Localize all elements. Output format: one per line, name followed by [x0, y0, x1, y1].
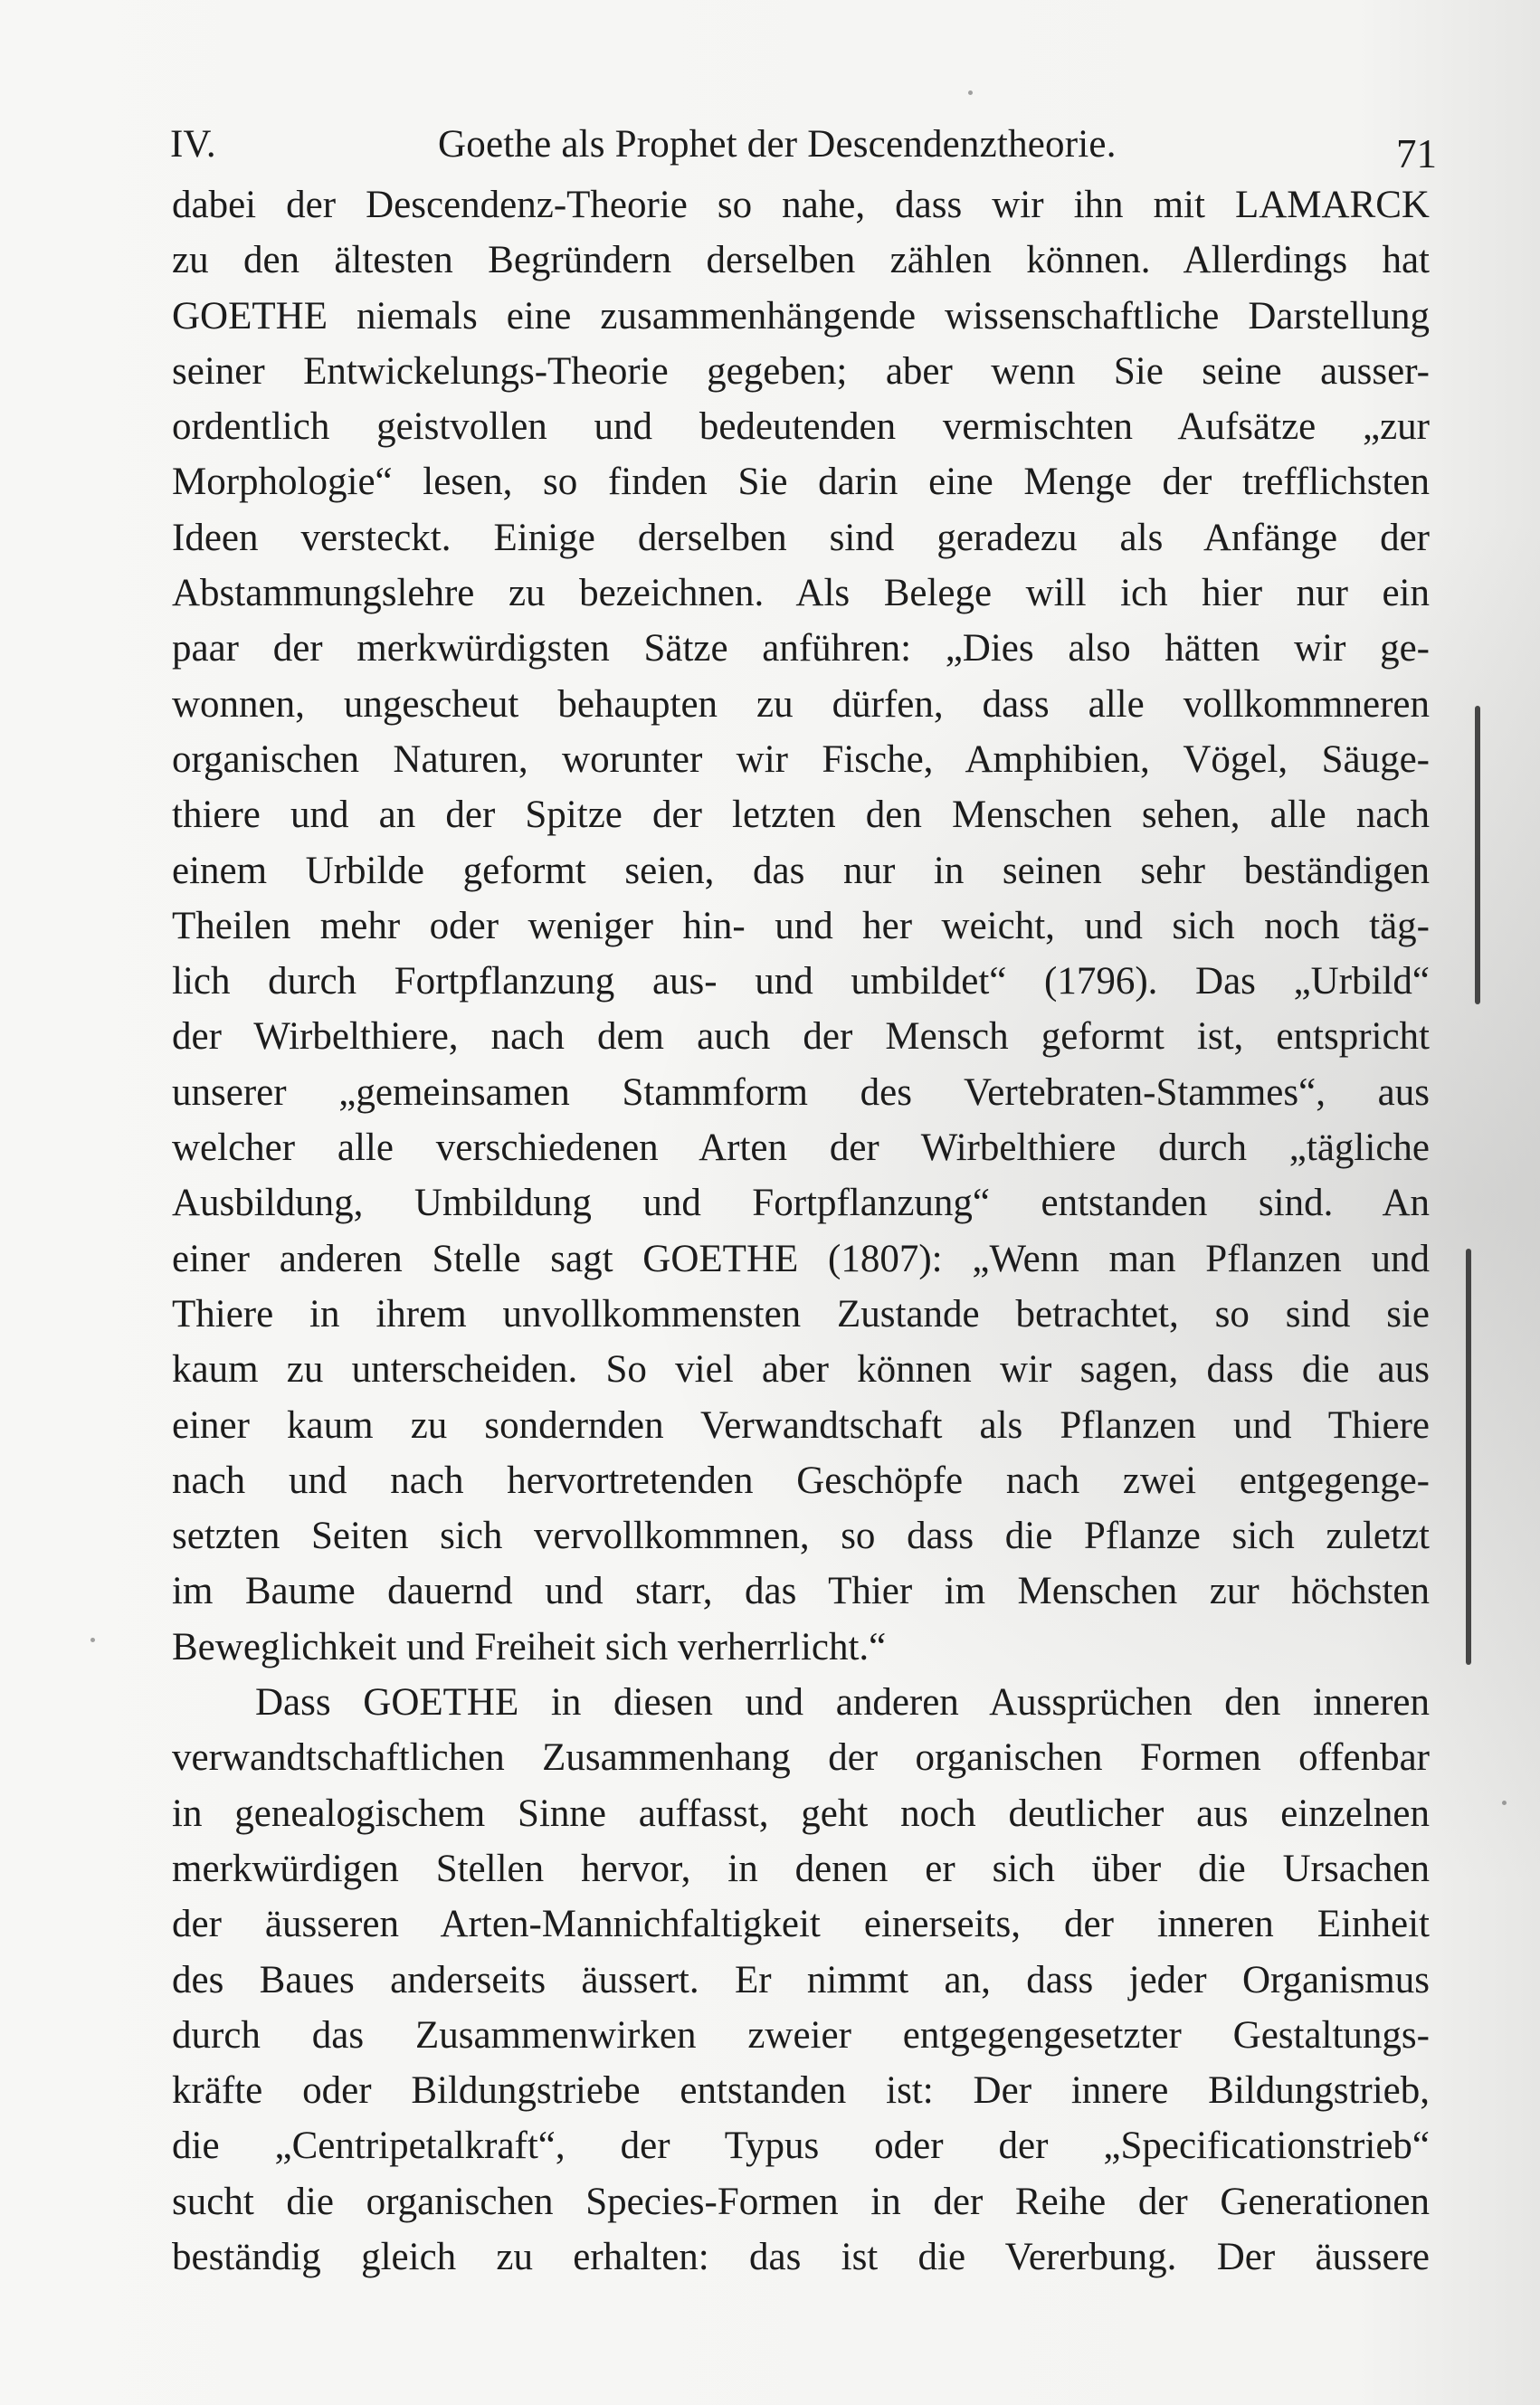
text-line: Theilen mehr oder weniger hin- und her weicht, und sich noch täg- — [172, 904, 1430, 947]
text-line: Ausbildung, Umbildung und Fortpflanzung“ entstanden sind. An — [172, 1182, 1430, 1225]
text-line: Thiere in ihrem unvollkommensten Zustande betrachtet, so sind sie — [172, 1292, 1430, 1336]
text-line: Abstammungslehre zu bezeichnen. Als Belege will ich hier nur ein — [172, 572, 1430, 615]
text-line: der Wirbelthiere, nach dem auch der Mensch geformt ist, entspricht — [172, 1015, 1430, 1059]
text-line: seiner Entwickelungs-Theorie gegeben; aber wenn Sie seine ausser- — [172, 349, 1430, 393]
text-line: Dass GOETHE in diesen und anderen Aussprüchen den inneren — [255, 1681, 1430, 1725]
text-line: nach und nach hervortretenden Geschöpfe nach zwei entgegenge- — [172, 1459, 1430, 1502]
text-line: GOETHE niemals eine zusammenhängende wissenschaftliche Darstellung — [172, 294, 1430, 337]
text-line: kaum zu unterscheiden. So viel aber können wir sagen, dass die aus — [172, 1348, 1430, 1392]
margin-mark — [1475, 706, 1480, 1004]
running-head — [170, 116, 1437, 174]
scan-speck — [1502, 1801, 1507, 1805]
text-line: Ideen versteckt. Einige derselben sind geradezu als Anfänge der — [172, 516, 1430, 559]
text-line: der äusseren Arten-Mannichfaltigkeit einerseits, der inneren Einheit — [172, 1903, 1430, 1946]
text-line: in genealogischem Sinne auffasst, geht noch deutlicher aus einzelnen — [172, 1792, 1430, 1835]
chapter-number: IV. — [170, 123, 216, 166]
text-line: zu den ältesten Begründern derselben zählen können. Allerdings hat — [172, 239, 1430, 282]
text-line: einem Urbilde geformt seien, das nur in seinen sehr beständigen — [172, 849, 1430, 892]
text-line: im Baume dauernd und starr, das Thier im Menschen zur höchsten — [172, 1570, 1430, 1613]
text-line: wonnen, ungescheut behaupten zu dürfen, dass alle vollkommneren — [172, 682, 1430, 726]
text-line: ordentlich geistvollen und bedeutenden vermischten Aufsätze „zur — [172, 405, 1430, 449]
scan-speck — [90, 1638, 95, 1642]
text-line: einer kaum zu sondernden Verwandtschaft als Pflanzen und Thiere — [172, 1403, 1430, 1447]
text-line: lich durch Fortpflanzung aus- und umbildet“ (1796). Das „Urbild“ — [172, 960, 1430, 1003]
running-title: Goethe als Prophet der Descendenztheorie. — [438, 123, 1117, 166]
text-line: die „Centripetalkraft“, der Typus oder der „Specificationstrieb“ — [172, 2125, 1430, 2168]
text-line: durch das Zusammenwirken zweier entgegengesetzter Gestaltungs- — [172, 2013, 1430, 2057]
text-line: unserer „gemeinsamen Stammform des Vertebraten-Stammes“, aus — [172, 1070, 1430, 1114]
text-line: thiere und an der Spitze der letzten den Menschen sehen, alle nach — [172, 794, 1430, 837]
text-line: sucht die organischen Species-Formen in der Reihe der Generationen — [172, 2180, 1430, 2223]
text-line: kräfte oder Bildungstriebe entstanden ist: Der innere Bildungstrieb, — [172, 2069, 1430, 2113]
margin-mark — [1466, 1249, 1471, 1665]
text-line: merkwürdigen Stellen hervor, in denen er sich über die Ursachen — [172, 1847, 1430, 1890]
text-line: setzten Seiten sich vervollkommnen, so dass die Pflanze sich zuletzt — [172, 1515, 1430, 1558]
text-line: dabei der Descendenz-Theorie so nahe, dass wir ihn mit LAMARCK — [172, 184, 1430, 226]
text-line: Beweglichkeit und Freiheit sich verherrlicht.“ — [172, 1625, 887, 1668]
text-line: des Baues anderseits äussert. Er nimmt an, dass jeder Organismus — [172, 1958, 1430, 2001]
text-line: organischen Naturen, worunter wir Fische, Amphibien, Vögel, Säuge- — [172, 737, 1430, 781]
text-line: paar der merkwürdigsten Sätze anführen: „Dies also hätten wir ge- — [172, 627, 1430, 670]
page-number: 71 — [1396, 131, 1437, 176]
text-line: beständig gleich zu erhalten: das ist die Vererbung. Der äussere — [172, 2235, 1430, 2278]
text-line: Morphologie“ lesen, so finden Sie darin eine Menge der trefflichsten — [172, 461, 1430, 504]
text-line: welcher alle verschiedenen Arten der Wirbelthiere durch „tägliche — [172, 1126, 1430, 1170]
text-line: verwandtschaftlichen Zusammenhang der organischen Formen offenbar — [172, 1736, 1430, 1780]
body-text — [172, 177, 1430, 2285]
scan-speck — [968, 90, 973, 95]
text-line: einer anderen Stelle sagt GOETHE (1807): „Wenn man Pflanzen und — [172, 1237, 1430, 1280]
